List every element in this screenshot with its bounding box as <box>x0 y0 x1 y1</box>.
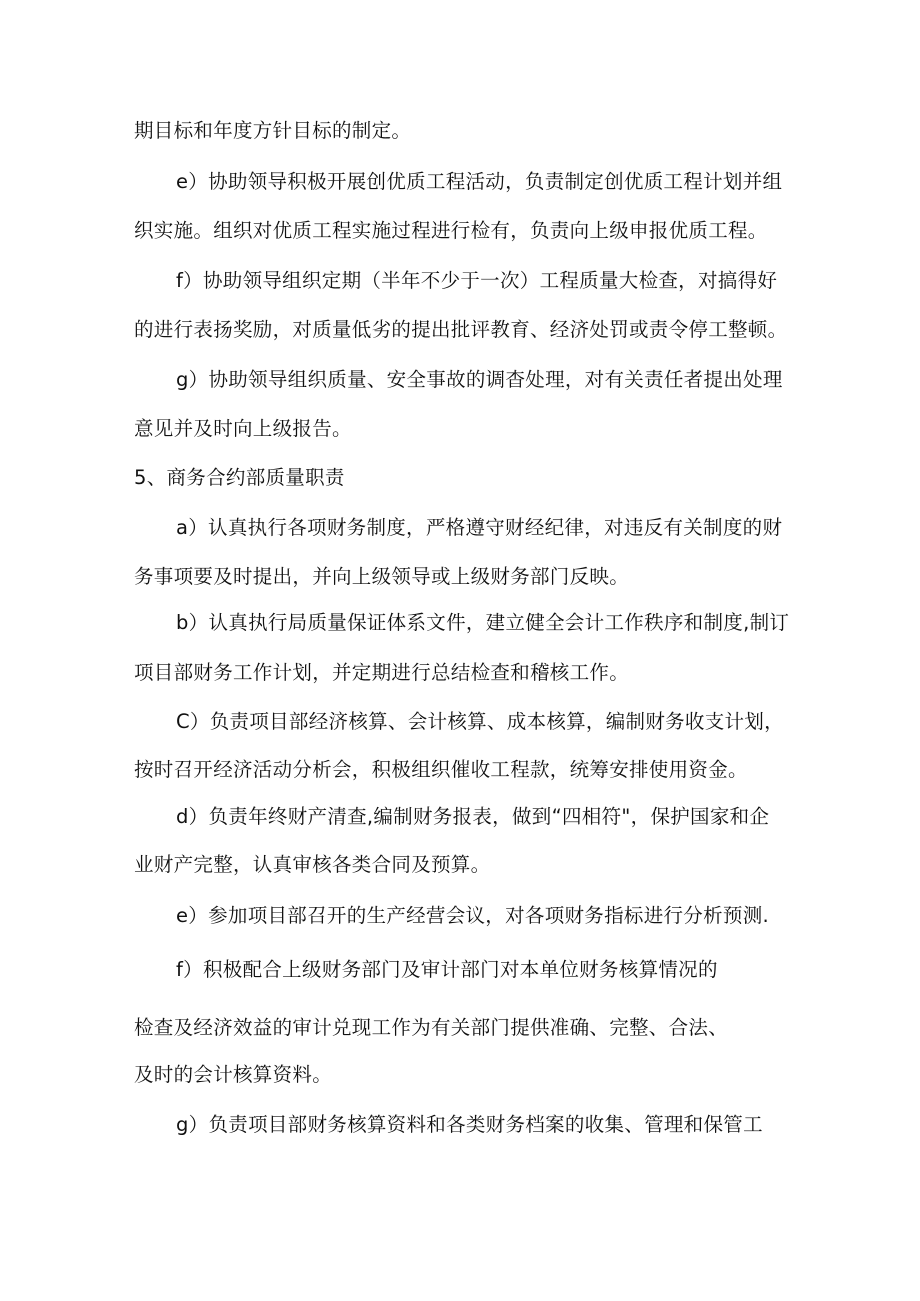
text-line-20: 及时的会计核算资料。 <box>134 1063 333 1086</box>
text-line-2: e）协助领导积极开展创优质工程活动，负责制定创优质工程计划并组 <box>176 170 783 193</box>
text-line-1: 期目标和年度方针目标的制定。 <box>134 119 412 142</box>
text-line-12: 项目部财务工作计划，并定期进行总结检查和稽核工作。 <box>134 661 630 684</box>
text-line-6: g）协助领导组织质量、安全事故的调杳处理，对有关责任者提出处理 <box>176 368 783 391</box>
text-line-14: 按时召开经济活动分析会，积极组织催收工程款，统筹安排使用资金。 <box>134 758 748 781</box>
text-line-4: f）协助领导组织定期（半年不少于一次）工程质量大检查，对搞得好 <box>176 269 778 292</box>
text-line-21: g）负责项目部财务核算资料和各类财务档案的收集、管理和保管工 <box>176 1113 763 1136</box>
text-line-16: 业财产完整，认真审核各类合同及预算。 <box>134 853 491 876</box>
text-line-13: C）负责项目部经济核算、会计核算、成本核算，编制财务收支计划， <box>176 710 784 733</box>
text-line-15: d）负责年终财产清查,编制财务报表，做到“四相符"，保护国家和企 <box>176 805 770 828</box>
section-heading: 5、商务合约部质量职责 <box>134 466 345 489</box>
text-line-7: 意见并及时向上级报告。 <box>134 417 352 440</box>
text-line-9: a）认真执行各项财务制度，严格遵守财经纪律，对违反有关制度的财 <box>176 516 783 539</box>
text-line-10: 务事项要及时提出，并向上级领导或上级财务部门反映。 <box>134 565 630 588</box>
text-line-3: 织实施。组织对优质工程实施过程进行检有，负责向上级申报优质工程。 <box>134 219 768 242</box>
text-line-5: 的进行表扬奖励，对质量低劣的提出批评教育、经济处罚或责令停工整顿。 <box>134 318 788 341</box>
text-line-17: e）参加项目部召开的生产经营会议，对各项财务指标进行分析预测. <box>176 904 769 927</box>
text-line-19: 检查及经济效益的审计兑现工作为有关部门提供准确、完整、合法、 <box>134 1016 729 1039</box>
text-line-18: f）积极配合上级财务部门及审计部门对本单位财务核算情况的 <box>176 958 718 981</box>
text-line-11: b）认真执行局质量保证体系文件，建立健全会计工作秩序和制度,制订 <box>176 611 790 634</box>
